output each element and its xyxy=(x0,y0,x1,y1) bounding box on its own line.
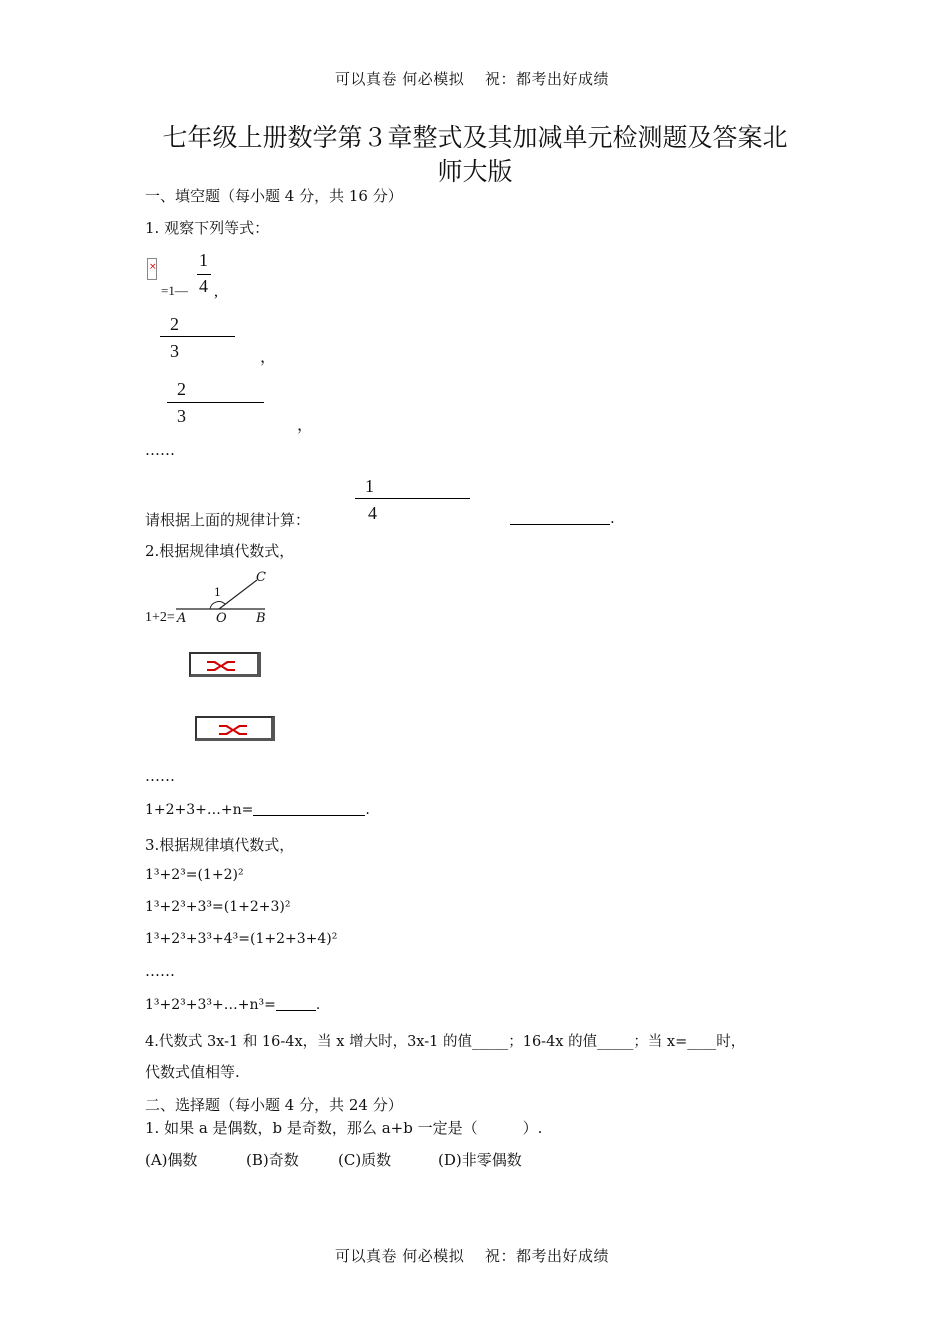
s2-q1-option-C: (C)质数 xyxy=(338,1151,392,1169)
eq3-numerator: 2 xyxy=(177,379,186,399)
q3-answer: 1³+2³+3³+…+n³= . xyxy=(145,997,321,1013)
eq2-numerator: 2 xyxy=(170,314,179,334)
q2-answer: 1+2+3+…+n= . xyxy=(145,802,370,818)
broken-image-icon xyxy=(207,658,247,672)
page-footer: 可以真卷 何必模拟 祝：都考出好成绩 xyxy=(335,1247,610,1265)
q1-ellipsis: …… xyxy=(145,441,175,459)
diagram-angle-arc xyxy=(210,602,225,609)
ask-fraction-bar xyxy=(355,498,470,499)
s2-q1-option-A: (A)偶数 xyxy=(145,1151,198,1169)
q2-ellipsis: …… xyxy=(145,767,175,785)
label-B: B xyxy=(256,611,266,626)
eq1-fraction-bar xyxy=(197,274,211,275)
q4-line1: 4.代数式 3x-1 和 16-4x，当 x 增大时，3x-1 的值_____；16-4x 的值_____；当 x=____时， xyxy=(145,1034,746,1050)
red-x-icon: × xyxy=(149,262,157,272)
ask-numerator: 1 xyxy=(365,476,374,496)
broken-image-placeholder-2 xyxy=(195,716,275,741)
s2-q1-prompt: 1. 如果 a 是偶数，b 是奇数，那么 a+b 一定是（ ）. xyxy=(145,1119,543,1137)
q1-ask-text: 请根据上面的规律计算： xyxy=(145,511,311,529)
page-header: 可以真卷 何必模拟 祝：都考出好成绩 xyxy=(335,70,610,88)
doc-title-line2: 师大版 xyxy=(437,157,513,186)
eq1-comma: , xyxy=(214,283,218,300)
q1-answer-blank: . xyxy=(510,509,615,527)
diagram-ray-OC xyxy=(219,580,257,609)
eq3-denominator: 3 xyxy=(177,406,186,426)
section2-heading: 二、选择题（每小题 4 分，共 24 分） xyxy=(145,1096,403,1114)
label-A: A xyxy=(177,611,187,626)
label-O: O xyxy=(216,611,227,626)
eq2-fraction-bar xyxy=(160,336,235,337)
q1-prompt: 1. 观察下列等式： xyxy=(145,219,270,237)
q3-line1: 1³+2³=(1+2)² xyxy=(145,867,244,883)
q2-prompt: 2.根据规律填代数式， xyxy=(145,542,295,560)
q3-line2: 1³+2³+3³=(1+2+3)² xyxy=(145,899,291,915)
eq3-comma: ， xyxy=(297,417,314,434)
eq2-comma: ， xyxy=(260,349,277,366)
s2-q1-option-B: (B)奇数 xyxy=(246,1151,299,1169)
section1-heading: 一、填空题（每小题 4 分，共 16 分） xyxy=(145,187,403,205)
eq3-fraction-bar xyxy=(167,402,264,403)
eq1-numerator: 1 xyxy=(199,250,208,270)
broken-image-icon xyxy=(219,722,259,736)
s2-q1-option-D: (D)非零偶数 xyxy=(438,1151,522,1169)
q3-line3: 1³+2³+3³+4³=(1+2+3+4)² xyxy=(145,931,338,947)
q4-line2: 代数式值相等. xyxy=(145,1063,240,1081)
q3-prompt: 3.根据规律填代数式， xyxy=(145,836,295,854)
broken-image-icon xyxy=(147,258,157,280)
doc-title-line1: 七年级上册数学第３章整式及其加减单元检测题及答案北 xyxy=(162,123,788,152)
eq2-denominator: 3 xyxy=(170,341,179,361)
ask-denominator: 4 xyxy=(368,503,377,523)
q3-ellipsis: …… xyxy=(145,962,175,980)
eq1-denominator: 4 xyxy=(199,276,208,296)
eq1-prefix: =1— xyxy=(161,283,188,298)
label-angle-1: 1 xyxy=(214,586,221,599)
broken-image-placeholder-1 xyxy=(189,652,261,677)
label-C: C xyxy=(256,570,266,585)
q2-eq-left: 1+2= xyxy=(145,610,175,625)
